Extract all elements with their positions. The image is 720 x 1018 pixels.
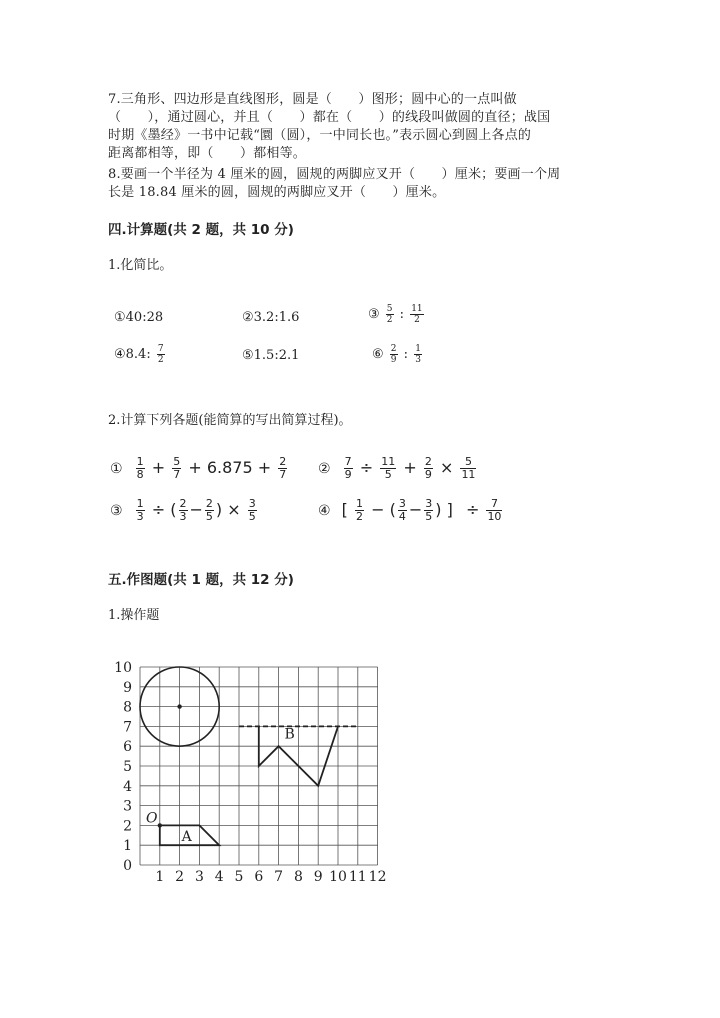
q7-line-4: 距离都相等，即（ ）都相等。 bbox=[108, 146, 307, 161]
x-tick-label: 11 bbox=[348, 869, 367, 885]
x-tick-label: 5 bbox=[234, 869, 244, 885]
expression-3: ③ $\frac{1}{3}$ ÷ ( $\frac{2}{3}$ − $\frac{2}{5}$ ) × $\frac{3}{5}$ bbox=[110, 497, 256, 523]
fraction: $\frac{7}{2}$ bbox=[157, 344, 164, 365]
q7-line-2: （ ），通过圆心，并且（ ）都在（ ）的线段叫做圆的直径；战国 bbox=[108, 110, 551, 125]
y-tick-label: 6 bbox=[123, 739, 132, 756]
shape-a-label: A bbox=[181, 829, 192, 846]
q7-line-3: 时期《墨经》一书中记载“圜（圆），一中同长也。”表示圆心到圆上各点的 bbox=[108, 128, 532, 143]
q7-line-1: 7.三角形、四边形是直线图形，圆是（ ）图形；圆中心的一点叫做 bbox=[108, 92, 517, 107]
fraction: $\frac{5}{2}$ bbox=[386, 304, 393, 325]
ratio-4: ④8.4: $\frac{7}{2}$ bbox=[114, 344, 164, 365]
fraction: $\frac{1}{3}$ bbox=[415, 344, 421, 365]
y-tick-label: 0 bbox=[123, 858, 132, 874]
ratio-2: ②3.2:1.6 bbox=[242, 310, 300, 325]
circle-center-dot bbox=[177, 704, 181, 708]
ratio-5: ⑤1.5:2.1 bbox=[242, 348, 300, 363]
expression-4: ④ [ $\frac{1}{2}$ − ( $\frac{3}{4}$ − $\frac{3}{5}$ ) ] ÷ $\frac{7}{10}$ bbox=[318, 497, 502, 523]
x-tick-label: 3 bbox=[194, 869, 204, 885]
y-tick-label: 5 bbox=[123, 759, 132, 775]
y-tick-label: 7 bbox=[123, 719, 132, 736]
x-tick-label: 10 bbox=[329, 869, 347, 885]
section-4-q2: 2.计算下列各题(能简算的写出简算过程)。 bbox=[108, 413, 352, 428]
expression-2: ② $\frac{7}{9}$ ÷ $\frac{11}{5}$ + $\frac{2}{9}$ × $\frac{5}{11}$ bbox=[318, 455, 476, 481]
y-tick-label: 2 bbox=[123, 818, 132, 835]
shape-b-label: B bbox=[284, 726, 295, 743]
x-tick-label: 12 bbox=[368, 869, 387, 885]
origin-point bbox=[158, 823, 162, 827]
y-tick-label: 4 bbox=[123, 778, 132, 795]
section-4-title: 四.计算题(共 2 题，共 10 分) bbox=[108, 222, 294, 238]
q8-line-2: 长是 18.84 厘米的圆，圆规的两脚应叉开（ ）厘米。 bbox=[108, 185, 446, 200]
y-tick-label: 1 bbox=[123, 838, 132, 855]
section-5-q1: 1.操作题 bbox=[108, 608, 160, 623]
x-tick-label: 6 bbox=[254, 869, 264, 885]
fraction: $\frac{2}{9}$ bbox=[390, 344, 397, 365]
fraction: $\frac{11}{2}$ bbox=[411, 304, 423, 325]
ratio-3: ③ $\frac{5}{2}$ : $\frac{11}{2}$ bbox=[368, 304, 423, 325]
y-tick-label: 3 bbox=[123, 798, 132, 815]
section-5-title: 五.作图题(共 1 题，共 12 分) bbox=[108, 572, 294, 588]
y-tick-label: 10 bbox=[114, 660, 132, 676]
x-tick-label: 2 bbox=[175, 869, 185, 885]
ratio-6: ⑥ $\frac{2}{9}$ : $\frac{1}{3}$ bbox=[372, 344, 421, 365]
coordinate-grid bbox=[100, 650, 400, 890]
origin-label: O bbox=[145, 810, 158, 827]
expression-1: ① $\frac{1}{8}$ + $\frac{5}{7}$ + 6.875 + $\frac{2}{7}$ bbox=[110, 455, 287, 481]
section-4-q1: 1.化简比。 bbox=[108, 258, 173, 273]
y-tick-label: 8 bbox=[123, 699, 132, 716]
ratio-1: ①40:28 bbox=[114, 310, 164, 325]
y-tick-label: 9 bbox=[123, 679, 132, 696]
x-tick-label: 1 bbox=[155, 869, 165, 885]
x-tick-label: 8 bbox=[293, 869, 303, 885]
x-tick-label: 4 bbox=[214, 869, 224, 885]
q8-line-1: 8.要画一个半径为 4 厘米的圆，圆规的两脚应叉开（ ）厘米；要画一个周 bbox=[108, 167, 561, 182]
x-tick-label: 9 bbox=[313, 869, 323, 885]
x-tick-label: 7 bbox=[274, 869, 284, 885]
